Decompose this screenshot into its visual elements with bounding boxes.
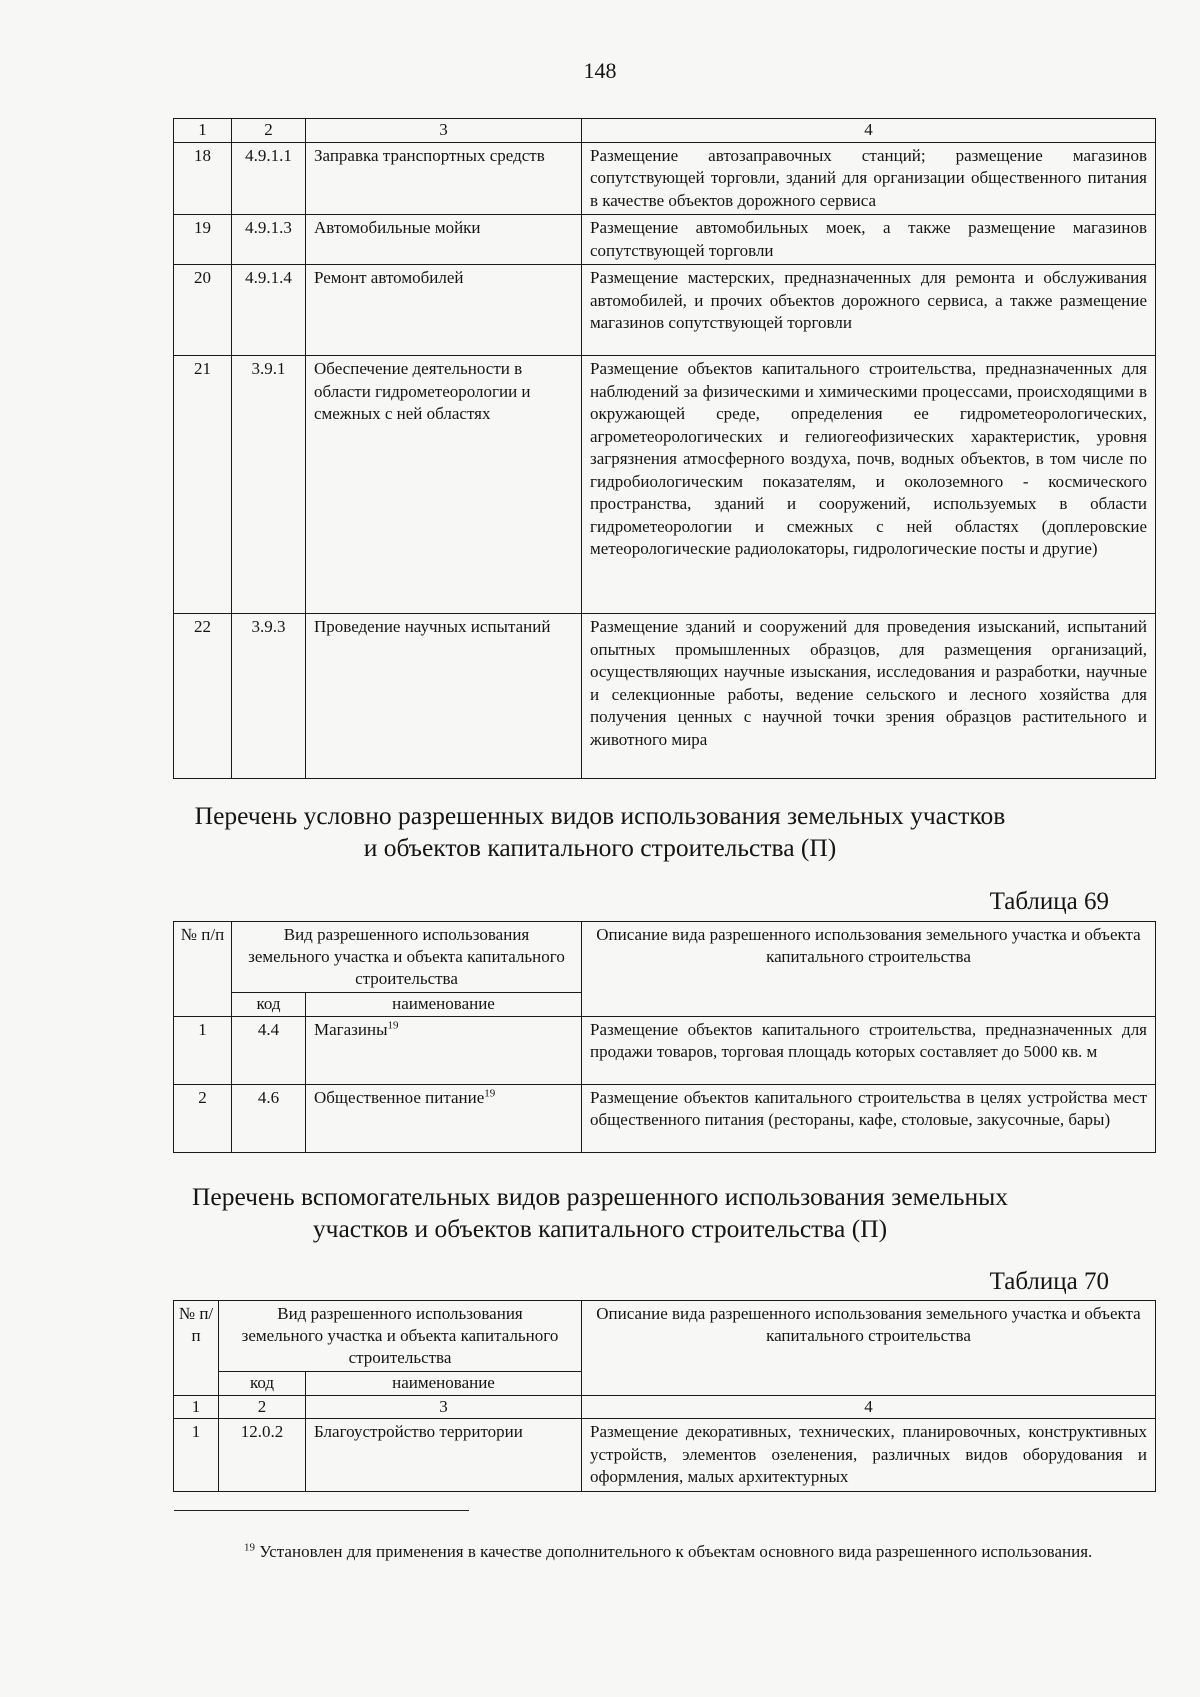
header-cell: 4 (582, 119, 1156, 143)
row-name: Автомобильные мойки (306, 215, 582, 265)
table-row (174, 1419, 1156, 1492)
row-code: 4.9.1.4 (232, 265, 306, 356)
section-heading-auxiliary-uses (0, 1181, 1200, 1245)
row-name-text: Магазины (314, 1019, 388, 1039)
col-header-code: код (219, 1372, 306, 1396)
row-name: Обеспечение деятельности в области гидрометеорологии и смежных с ней областях (306, 356, 582, 614)
row-description: Размещение объектов капитального строительства в целях устройства мест общественного питания (рестораны, кафе, столовые, закусочные, бары) (582, 1084, 1156, 1152)
col-header-number: № п/п (174, 922, 232, 1017)
column-number: 2 (219, 1395, 306, 1419)
table-row (174, 265, 1156, 356)
row-name (306, 1084, 582, 1152)
footnote-text: Установлен для применения в качестве дополнительного к объектам основного вида разрешенного использования. (259, 1542, 1093, 1561)
table-row (174, 614, 1156, 779)
row-number: 18 (174, 142, 232, 215)
column-number: 1 (174, 1395, 219, 1419)
heading-line: участков и объектов капитального строительства (П) (312, 1214, 888, 1243)
row-code: 4.9.1.1 (232, 142, 306, 215)
col-header-number: № п/п (174, 1301, 219, 1396)
row-code: 4.6 (232, 1084, 306, 1152)
header-cell: 2 (232, 119, 306, 143)
col-header-name: наименование (306, 993, 582, 1017)
col-header-description: Описание вида разрешенного использования земельного участка и объекта капитального строительства (582, 922, 1156, 1017)
row-description: Размещение зданий и сооружений для проведения изысканий, испытаний опытных промышленных образцов, для размещения организаций, осуществляющих научные изыскания, исследования и разработки, научные и селекционные работы, ведение сельского и лесного хозяйства для получения ценных с научной точки зрения образцов растительного и животного мира (582, 614, 1156, 779)
footnote-ref: 19 (387, 1018, 399, 1031)
column-number: 3 (306, 1395, 582, 1419)
header-cell: 3 (306, 119, 582, 143)
col-header-code: код (232, 993, 306, 1017)
table-69 (173, 921, 1156, 1153)
row-number: 1 (174, 1016, 232, 1084)
footnote (174, 1540, 1144, 1564)
page-number: 148 (583, 58, 617, 83)
row-number: 2 (174, 1084, 232, 1152)
row-description: Размещение объектов капитального строительства, предназначенных для наблюдений за физическими и химическими процессами, происходящими в окружающей среде, определения ее гидрометеорологических, агрометеорологических и гелиогеофизических характеристик, уровня загрязнения атмосферного воздуха, почв, водных объектов, в том числе по гидробиологическим показателям, и околоземного - космического пространства, зданий и сооружений, используемых в области гидрометеорологии и смежных с ней областях (доплеровские метеорологические радиолокаторы, гидрологические посты и другие) (582, 356, 1156, 614)
row-number: 20 (174, 265, 232, 356)
table-row (174, 215, 1156, 265)
row-description: Размещение автозаправочных станций; размещение магазинов сопутствующей торговли, зданий для организации общественного питания в качестве объектов дорожного сервиса (582, 142, 1156, 215)
row-code: 12.0.2 (219, 1419, 306, 1492)
row-number: 22 (174, 614, 232, 779)
col-header-description: Описание вида разрешенного использования земельного участка и объекта капитального строительства (582, 1301, 1156, 1396)
heading-line: Перечень условно разрешенных видов использования земельных участков (194, 801, 1006, 830)
row-code: 4.4 (232, 1016, 306, 1084)
row-number: 21 (174, 356, 232, 614)
row-description: Размещение мастерских, предназначенных для ремонта и обслуживания автомобилей, и прочих объектов дорожного сервиса, а также размещение магазинов сопутствующей торговли (582, 265, 1156, 356)
row-code: 3.9.1 (232, 356, 306, 614)
row-name: Заправка транспортных средств (306, 142, 582, 215)
col-header-kind: Вид разрешенного использования земельного участка и объекта капитального строительства (232, 922, 582, 993)
table-row (174, 1016, 1156, 1084)
row-name: Ремонт автомобилей (306, 265, 582, 356)
table-row (174, 1084, 1156, 1152)
row-number: 19 (174, 215, 232, 265)
row-name (306, 1016, 582, 1084)
row-name: Благоустройство территории (306, 1419, 582, 1492)
table-row (174, 356, 1156, 614)
section-heading-conditional-uses (0, 800, 1200, 864)
col-header-kind: Вид разрешенного использования земельного участка и объекта капитального строительства (219, 1301, 582, 1372)
footnote-mark: 19 (244, 1541, 255, 1554)
column-number: 4 (582, 1395, 1156, 1419)
heading-line: и объектов капитального строительства (П) (363, 833, 837, 862)
footnote-ref: 19 (484, 1086, 496, 1099)
row-name-text: Общественное питание (314, 1087, 485, 1107)
footnote-separator (174, 1510, 469, 1511)
heading-line: Перечень вспомогательных видов разрешенного использования земельных (192, 1182, 1008, 1211)
row-code: 4.9.1.3 (232, 215, 306, 265)
table-header-row (174, 119, 1156, 143)
row-description: Размещение объектов капитального строительства, предназначенных для продажи товаров, торговая площадь которых составляет до 5000 кв. м (582, 1016, 1156, 1084)
table-69-caption: Таблица 69 (989, 888, 1109, 915)
header-cell: 1 (174, 119, 232, 143)
table-number-row (174, 1395, 1156, 1419)
permitted-uses-table-continued (173, 118, 1156, 779)
table-header-row (174, 1301, 1156, 1372)
row-number: 1 (174, 1419, 219, 1492)
table-70-caption: Таблица 70 (989, 1268, 1109, 1295)
row-name: Проведение научных испытаний (306, 614, 582, 779)
row-code: 3.9.3 (232, 614, 306, 779)
row-description: Размещение автомобильных моек, а также размещение магазинов сопутствующей торговли (582, 215, 1156, 265)
table-row (174, 142, 1156, 215)
table-header-row (174, 922, 1156, 993)
table-70 (173, 1300, 1156, 1492)
row-description: Размещение декоративных, технических, планировочных, конструктивных устройств, элементов озеленения, различных видов оборудования и оформления, малых архитектурных (582, 1419, 1156, 1492)
col-header-name: наименование (306, 1372, 582, 1396)
